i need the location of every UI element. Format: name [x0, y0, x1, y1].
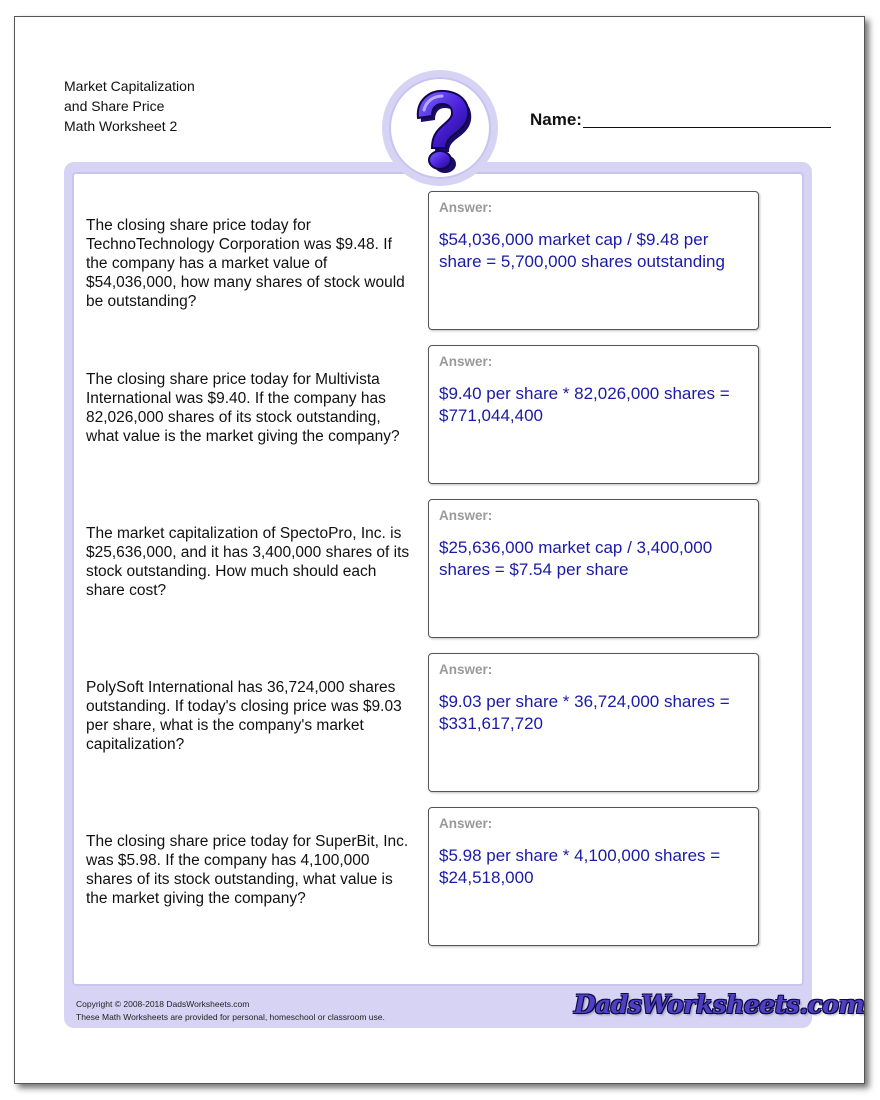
- answer-text-5: $5.98 per share * 4,100,000 shares = $24,518,000: [439, 846, 721, 887]
- answer-text-1: $54,036,000 market cap / $9.48 per share = 5,700,000 shares outstanding: [439, 230, 725, 271]
- answer-box-2[interactable]: [428, 345, 759, 484]
- answer-box-3[interactable]: [428, 499, 759, 638]
- answer-box-4[interactable]: [428, 653, 759, 792]
- question-4: PolySoft International has 36,724,000 shares outstanding. If today's closing price was $9.03 per share, what is the company's market capitalization?: [86, 679, 402, 753]
- question-1: The closing share price today for TechnoTechnology Corporation was $9.48. If the company has a market value of $54,036,000, how many shares of stock would be outstanding?: [86, 217, 405, 310]
- answer-label-5: Answer:: [439, 816, 493, 831]
- dadsworksheets-logo[interactable]: DadsWorksheets.com: [574, 990, 865, 1019]
- question-3: The market capitalization of SpectoPro, Inc. is $25,636,000, and it has 3,400,000 shares of its stock outstanding. How much should each share cost?: [86, 525, 410, 599]
- usage-line: These Math Worksheets are provided for personal, homeschool or classroom use.: [76, 1012, 385, 1022]
- title-line-2: and Share Price: [64, 98, 165, 114]
- answer-box-5[interactable]: [428, 807, 759, 946]
- name-field-line[interactable]: [583, 127, 831, 128]
- answer-text-4: $9.03 per share * 36,724,000 shares = $331,617,720: [439, 692, 730, 733]
- answer-label-4: Answer:: [439, 662, 493, 677]
- answer-label-2: Answer:: [439, 354, 493, 369]
- answer-text-3: $25,636,000 market cap / 3,400,000 shares = $7.54 per share: [439, 538, 713, 579]
- header-logo-badge: [382, 70, 498, 186]
- question-mark-icon: [382, 70, 498, 186]
- question-2: The closing share price today for Multivista International was $9.40. If the company has 82,026,000 shares of its stock outstanding, what value is the market giving the company?: [86, 371, 400, 445]
- copyright-line: Copyright © 2008-2018 DadsWorksheets.com: [76, 999, 250, 1009]
- answer-box-1[interactable]: [428, 191, 759, 330]
- answer-label-1: Answer:: [439, 200, 493, 215]
- worksheet-title: [64, 76, 195, 136]
- answer-label-3: Answer:: [439, 508, 493, 523]
- question-5: The closing share price today for SuperBit, Inc. was $5.98. If the company has 4,100,000 shares of its stock outstanding, what value is the market giving the company?: [86, 833, 409, 907]
- title-line-1: Market Capitalization: [64, 78, 195, 94]
- name-label: Name:: [530, 110, 582, 129]
- footer-copyright: [76, 998, 385, 1024]
- title-line-3: Math Worksheet 2: [64, 118, 178, 134]
- answer-text-2: $9.40 per share * 82,026,000 shares = $771,044,400: [439, 384, 730, 425]
